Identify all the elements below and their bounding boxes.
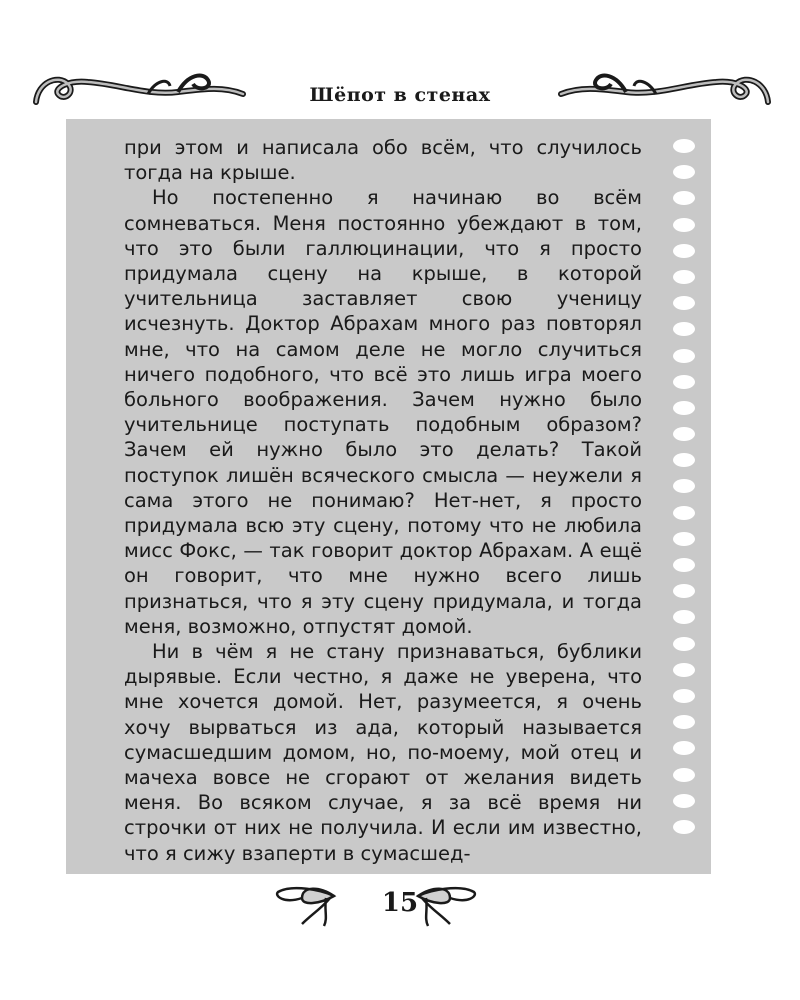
hole-icon xyxy=(673,453,695,467)
hole-icon xyxy=(673,165,695,179)
notebook-holes xyxy=(673,139,697,846)
hole-icon xyxy=(673,532,695,546)
hole-icon xyxy=(673,322,695,336)
hole-icon xyxy=(673,741,695,755)
hole-icon xyxy=(673,479,695,493)
running-header-title: Шёпот в стенах xyxy=(309,84,491,106)
hole-icon xyxy=(673,715,695,729)
page-number: 15 xyxy=(381,888,419,918)
hole-icon xyxy=(673,296,695,310)
hole-icon xyxy=(673,191,695,205)
bow-right-icon xyxy=(410,884,480,928)
hole-icon xyxy=(673,584,695,598)
hole-icon xyxy=(673,218,695,232)
ribbon-right-icon xyxy=(546,62,776,112)
body-text xyxy=(124,135,642,866)
hole-icon xyxy=(673,427,695,441)
page-footer xyxy=(0,880,800,930)
paragraph-3: Ни в чём я не стану признаваться, бублики дырявые. Если честно, я даже не уверена, что мне хочется домой. Нет, разумеется, я очень хочу вырваться из ада, который называется сумасшедшим домом, но, по-моему, мой отец и мачеха вовсе не сгорают от желания видеть меня. Во всяком случае, я за всё время ни строчки от них не получила. И если им известно, что я сижу взаперти в сумасшед- xyxy=(124,640,642,865)
hole-icon xyxy=(673,610,695,624)
paragraph-2: Но постепенно я начинаю во всём сомневаться. Меня постоянно убеждают в том, что это были галлюцинации, что я просто придумала сцену на крыше, в которой учительница заставляет свою ученицу исчезнуть. Доктор Абрахам много раз повторял мне, что на самом деле не могло случиться ничего подобного, что всё это лишь игра моего больного воображения. Зачем нужно было учительнице поступать подобным образом? Зачем ей нужно было это делать? Такой поступок лишён всяческого смысла — неужели я сама этого не понимаю? Нет-нет, я просто придумала всю эту сцену, потому что не любила мисс Фокс, — так говорит доктор Абрахам. А ещё он говорит, что мне нужно всего лишь признаться, что я эту сцену придумала, и тогда меня, возможно, отпустят домой. xyxy=(124,186,642,638)
hole-icon xyxy=(673,794,695,808)
hole-icon xyxy=(673,375,695,389)
hole-icon xyxy=(673,270,695,284)
hole-icon xyxy=(673,401,695,415)
hole-icon xyxy=(673,244,695,258)
hole-icon xyxy=(673,558,695,572)
hole-icon xyxy=(673,349,695,363)
hole-icon xyxy=(673,689,695,703)
hole-icon xyxy=(673,768,695,782)
hole-icon xyxy=(673,506,695,520)
hole-icon xyxy=(673,637,695,651)
notebook-page xyxy=(66,119,711,874)
paragraph-1: при этом и написала обо всём, что случилось тогда на крыше. xyxy=(124,136,642,185)
hole-icon xyxy=(673,820,695,834)
hole-icon xyxy=(673,139,695,153)
hole-icon xyxy=(673,663,695,677)
